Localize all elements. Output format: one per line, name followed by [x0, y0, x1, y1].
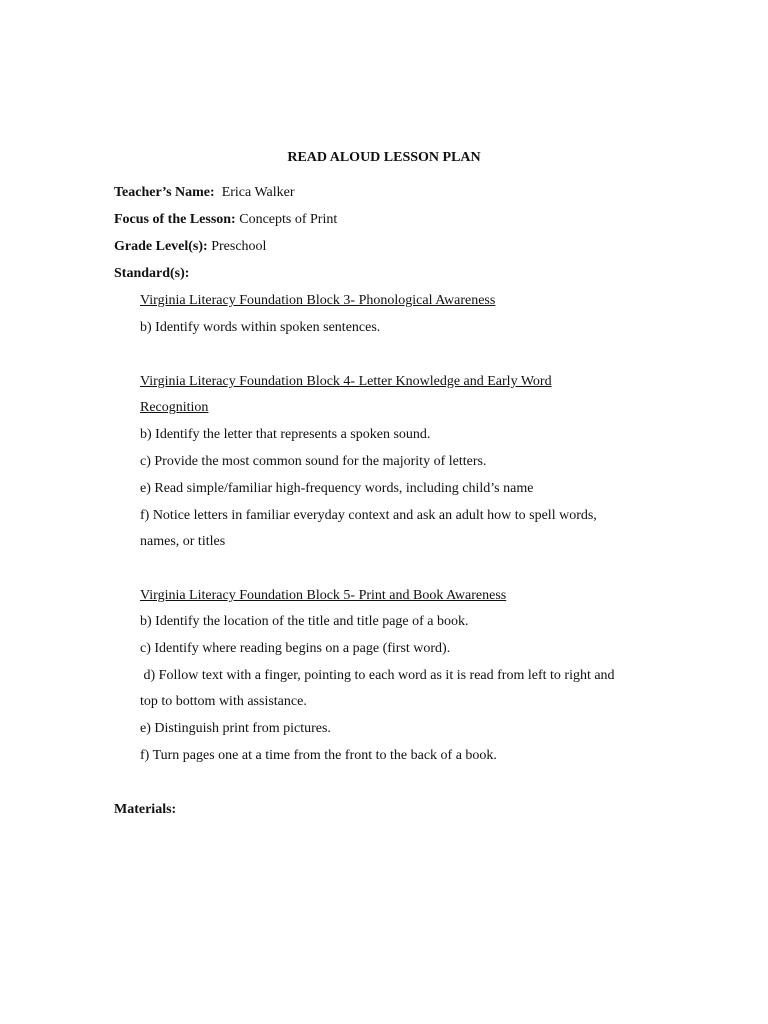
lesson-focus-label: Focus of the Lesson:: [114, 212, 236, 227]
standard-item: b) Identify words within spoken sentences.: [140, 320, 381, 335]
standard-item: b) Identify the letter that represents a spoken sound.: [140, 427, 431, 442]
standard-item-continued: names, or titles: [140, 534, 226, 549]
lesson-focus-value: Concepts of Print: [239, 212, 338, 227]
standard-item: d) Follow text with a finger, pointing to each word as it is read from left to right and: [140, 668, 615, 683]
document-title: READ ALOUD LESSON PLAN: [287, 150, 481, 165]
standard-item-continued: top to bottom with assistance.: [140, 694, 307, 709]
grade-level-row: [114, 238, 266, 256]
standard-heading-block3: Virginia Literacy Foundation Block 3- Phonological Awareness: [140, 293, 496, 308]
teacher-name-value: Erica Walker: [221, 185, 295, 200]
materials-label: Materials:: [114, 802, 177, 817]
grade-level-value: Preschool: [211, 239, 267, 254]
teacher-name-label: Teacher’s Name:: [114, 185, 215, 200]
grade-level-label: Grade Level(s):: [114, 239, 208, 254]
standard-item: c) Provide the most common sound for the majority of letters.: [140, 454, 487, 469]
standard-item: c) Identify where reading begins on a page (first word).: [140, 641, 451, 656]
lesson-focus-row: [114, 211, 337, 229]
standard-item: e) Read simple/familiar high-frequency words, including child’s name: [140, 481, 534, 496]
standards-label: Standard(s):: [114, 266, 190, 281]
standard-item: f) Notice letters in familiar everyday context and ask an adult how to spell words,: [140, 508, 597, 523]
standard-heading-block4: Virginia Literacy Foundation Block 4- Letter Knowledge and Early Word: [140, 374, 552, 389]
standard-item: e) Distinguish print from pictures.: [140, 721, 331, 736]
standard-heading-block4-continued: Recognition: [140, 400, 209, 415]
standard-item: f) Turn pages one at a time from the front to the back of a book.: [140, 748, 497, 763]
standard-heading-block5: Virginia Literacy Foundation Block 5- Print and Book Awareness: [140, 588, 507, 603]
standard-item: b) Identify the location of the title and title page of a book.: [140, 614, 469, 629]
teacher-name-row: [114, 184, 295, 202]
